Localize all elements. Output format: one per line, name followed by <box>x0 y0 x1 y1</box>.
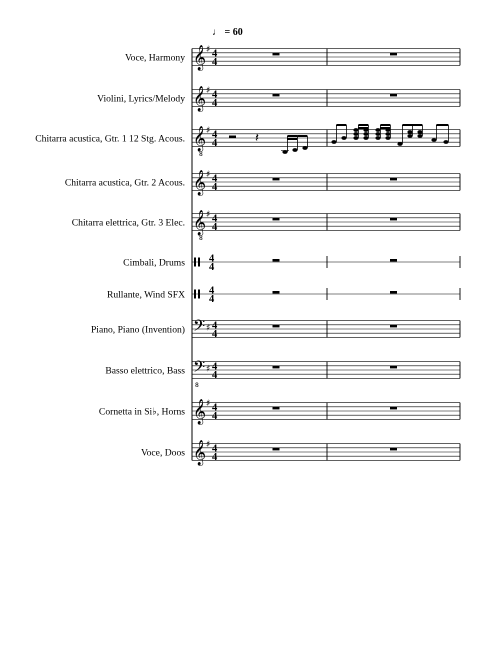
whole-rest-icon <box>273 291 280 294</box>
whole-rest-icon <box>390 259 397 262</box>
whole-rest-icon <box>273 407 280 410</box>
whole-rest-icon <box>390 325 397 328</box>
whole-rest-icon <box>273 53 280 56</box>
time-signature-numerator: 4 <box>212 443 218 455</box>
quarter-rest-icon: 𝄽 <box>255 131 259 146</box>
staff-instrument-label: Cornetta in Si♭, Horns <box>98 406 185 418</box>
staff-instrument-label: Cimbali, Drums <box>123 257 185 269</box>
time-signature-numerator: 4 <box>212 89 218 101</box>
bass-clef-icon: 𝄢 <box>193 317 206 339</box>
note-head <box>443 140 448 144</box>
time-signature-numerator: 4 <box>212 402 218 414</box>
staff <box>105 358 460 389</box>
system <box>35 45 460 466</box>
time-signature-denominator: 4 <box>212 222 218 233</box>
whole-rest-icon <box>390 218 397 221</box>
note-head <box>397 142 402 146</box>
sharp-icon: ♯ <box>206 399 211 410</box>
time-signature-denominator: 4 <box>212 182 218 193</box>
staff <box>72 210 460 243</box>
staff-instrument-label: Basso elettrico, Bass <box>105 365 185 377</box>
time-signature-denominator: 4 <box>212 98 218 109</box>
note-head <box>353 132 358 136</box>
percussion-clef-icon <box>194 290 196 299</box>
tempo-marking: ♩ = 60 <box>212 27 243 38</box>
time-signature-denominator: 4 <box>209 262 215 273</box>
treble-clef-icon: 𝄞 <box>193 86 207 112</box>
sharp-icon: ♯ <box>206 45 211 56</box>
whole-rest-icon <box>273 259 280 262</box>
note-head <box>417 130 422 134</box>
whole-rest-icon <box>390 178 397 181</box>
whole-rest-icon <box>273 366 280 369</box>
note-head <box>302 146 307 150</box>
note-head <box>341 136 346 140</box>
time-signature-numerator: 4 <box>212 48 218 60</box>
staff-instrument-label: Voce, Doos <box>140 447 185 459</box>
sharp-icon: ♯ <box>206 126 211 137</box>
whole-rest-icon <box>390 94 397 97</box>
staff-instrument-label: Piano, Piano (Invention) <box>90 324 185 336</box>
note-head <box>407 130 412 134</box>
note-head <box>353 136 358 140</box>
staff <box>125 45 460 71</box>
time-signature-numerator: 4 <box>212 173 218 185</box>
bass-clef-icon: 𝄢 <box>193 358 206 380</box>
sharp-icon: ♯ <box>206 440 211 451</box>
staff-instrument-label: Chitarra acustica, Gtr. 1 12 Stg. Acous. <box>35 133 185 145</box>
time-signature-numerator: 4 <box>209 253 215 265</box>
treble-clef-icon: 𝄞 <box>193 126 207 152</box>
sharp-icon: ♯ <box>206 210 211 221</box>
sharp-icon: ♯ <box>206 170 211 181</box>
treble-clef-icon: 𝄞 <box>193 399 207 425</box>
staff <box>107 286 460 306</box>
staff-instrument-label: Violini, Lyrics/Melody <box>97 93 185 105</box>
staff-instrument-label: Voce, Harmony <box>124 52 185 64</box>
staff <box>97 86 460 112</box>
treble-clef-icon: 𝄞 <box>193 210 207 236</box>
percussion-clef-icon <box>198 258 200 267</box>
octave-down-marker: 8 <box>199 235 203 242</box>
staff <box>123 254 460 274</box>
staff <box>99 399 460 425</box>
note-head <box>375 132 380 136</box>
time-signature-denominator: 4 <box>212 411 218 422</box>
note-head <box>363 132 368 136</box>
note-head <box>385 136 390 140</box>
whole-rest-icon <box>390 407 397 410</box>
percussion-clef-icon <box>194 258 196 267</box>
time-signature-numerator: 4 <box>212 361 218 373</box>
note-head <box>292 148 297 152</box>
note-head <box>417 134 422 138</box>
staff <box>91 317 460 340</box>
staff-instrument-label: Chitarra elettrica, Gtr. 3 Elec. <box>71 217 185 229</box>
note-head <box>431 138 436 142</box>
whole-rest-icon <box>273 178 280 181</box>
note-head <box>331 140 336 144</box>
sharp-icon: ♯ <box>206 86 211 97</box>
note-head <box>353 128 358 132</box>
staff <box>141 440 460 466</box>
sharp-icon: ♯ <box>206 323 211 334</box>
time-signature-numerator: 4 <box>209 285 215 297</box>
time-signature-denominator: 4 <box>212 57 218 68</box>
whole-rest-icon <box>273 94 280 97</box>
treble-clef-icon: 𝄞 <box>193 45 207 71</box>
whole-rest-icon <box>390 448 397 451</box>
half-rest-icon <box>229 136 236 139</box>
note-head <box>385 132 390 136</box>
whole-rest-icon <box>273 325 280 328</box>
note-head <box>375 136 380 140</box>
whole-rest-icon <box>390 291 397 294</box>
staff-instrument-label: Chitarra acustica, Gtr. 2 Acous. <box>64 177 185 189</box>
time-signature-numerator: 4 <box>212 320 218 332</box>
time-signature-numerator: 4 <box>212 213 218 225</box>
percussion-clef-icon <box>198 290 200 299</box>
time-signature-denominator: 4 <box>212 452 218 463</box>
whole-rest-icon <box>273 218 280 221</box>
note-head <box>407 134 412 138</box>
sharp-icon: ♯ <box>206 364 211 375</box>
staff <box>65 170 460 196</box>
note-head <box>363 136 368 140</box>
treble-clef-icon: 𝄞 <box>193 440 207 466</box>
octave-down-marker: 8 <box>199 151 203 158</box>
time-signature-denominator: 4 <box>212 370 218 381</box>
time-signature-denominator: 4 <box>209 294 215 305</box>
time-signature-denominator: 4 <box>212 138 218 149</box>
whole-rest-icon <box>390 53 397 56</box>
staff <box>35 125 460 158</box>
octave-down-marker: 8 <box>195 382 199 389</box>
whole-rest-icon <box>390 366 397 369</box>
staff-instrument-label: Rullante, Wind SFX <box>106 289 185 301</box>
time-signature-numerator: 4 <box>212 129 218 141</box>
whole-rest-icon <box>273 448 280 451</box>
note-head <box>375 128 380 132</box>
treble-clef-icon: 𝄞 <box>193 170 207 196</box>
time-signature-denominator: 4 <box>212 329 218 340</box>
